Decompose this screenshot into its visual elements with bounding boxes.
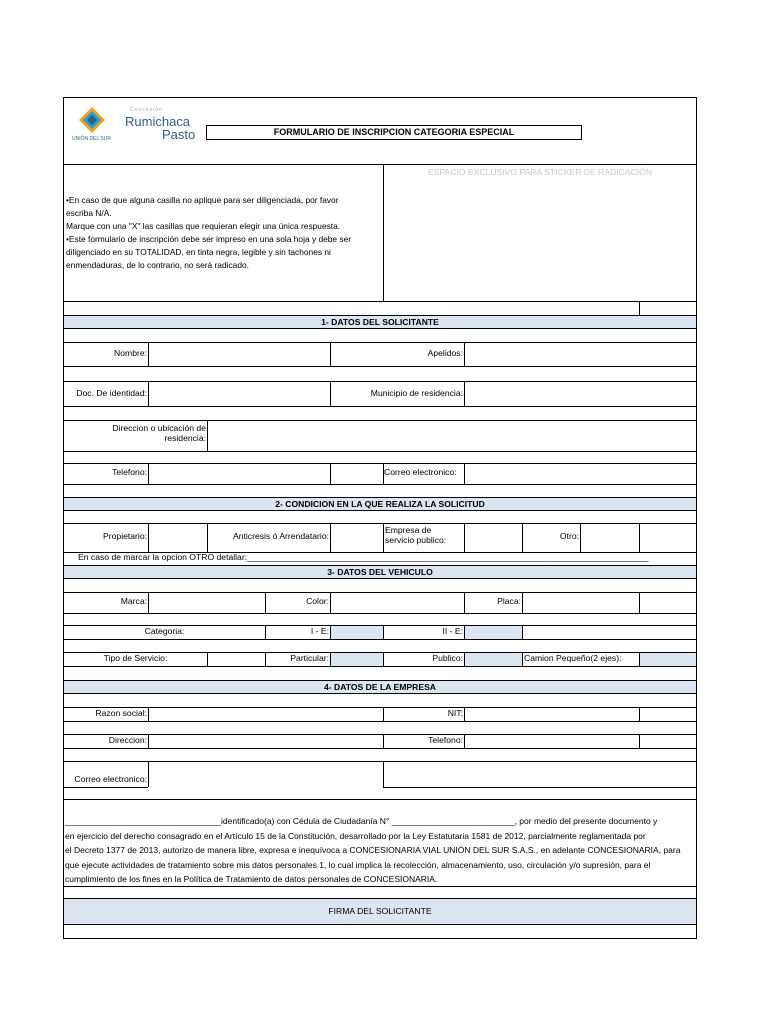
municipio-label: Municipio de residencia: (370, 388, 463, 398)
section-4-header: 4- DATOS DE LA EMPRESA (64, 680, 696, 694)
doc-identidad-label: Doc. De identidad: (76, 388, 147, 398)
divider (639, 301, 640, 315)
otro-detalle-text: En caso de marcar la opcion OTRO detallar:____________________________________________________________________________________ (78, 552, 649, 562)
direccion-label-line: residencia: (164, 432, 206, 443)
grid-line (383, 523, 384, 552)
particular-label: Particular: (290, 653, 329, 663)
color-field[interactable] (331, 593, 463, 612)
logo-small-text: Concesión (130, 107, 163, 113)
anticresis-checkbox[interactable] (331, 524, 382, 551)
consent-line: cumplimiento de los fines en la Política de Tratamiento de datos personales de CONCESIONARIA. (65, 874, 438, 885)
grid-line (330, 463, 331, 484)
correo-field[interactable] (465, 464, 696, 483)
logo-title-1: Rumichaca (125, 114, 191, 129)
instruction-line: •En caso de que alguna casilla no aplique para ser diligenciada, por favor (66, 195, 339, 205)
grid-line (64, 666, 696, 667)
empresa-checkbox[interactable] (465, 524, 521, 551)
consent-line: que ejecute actividades de tratamiento sobre mis datos personales 1, lo cual implica la recolección, almacenamiento, uso, circulación y/o supresión, para el (65, 859, 651, 870)
anticresis-label: Anticresis ó Arrendatario: (232, 531, 329, 541)
form-sheet (63, 97, 697, 939)
instruction-line: •Este formulario de inscripción debe ser impreso en una sola hoja y debe ser (66, 234, 352, 244)
section-3-header: 3- DATOS DEL VEHICULO (64, 565, 696, 579)
consent-line: el Decreto 1377 de 2013, autorizo de manera libre, expresa e inequívoca a CONCESIONARIA VIAL UNIÓN DEL SUR S.A.S., en adelante CONCESIONARIA, para (65, 845, 681, 856)
empresa-correo-label: Correo electronico: (74, 774, 147, 784)
form-title: FORMULARIO DE INSCRIPCION CATEGORIA ESPECIAL (206, 125, 582, 140)
apellidos-label: Apelidos: (427, 348, 463, 358)
logo-subtitle: UNIÓN DEL SUR (72, 136, 111, 142)
ie1-label: I - E: (310, 626, 329, 636)
empresa-telefono-field[interactable] (465, 735, 638, 747)
doc-identidad-field[interactable] (149, 382, 329, 405)
publico-checkbox[interactable] (465, 653, 522, 666)
direccion-label (64, 424, 206, 444)
consent-line: en ejercicio del derecho consagrado en el Artículo 15 de la Constitución, desarrollado por la Ley Estatutaria 1581 de 2012, parcialmente reglamentada por (65, 830, 646, 841)
grid-line (64, 451, 696, 452)
instruction-line: Marque con una "X" las casillas que requieran elegir una única respuesta. (66, 221, 341, 231)
empresa-telefono-label: Telefono: (428, 735, 463, 745)
razon-social-label: Razon social: (95, 708, 147, 718)
grid-line (64, 484, 696, 485)
instruction-line: escriba N/A. (66, 208, 112, 218)
consent-line: _________________________________identificado(a) con Cédula de Ciudadanía N° __________________________, por medio del presente documento y (65, 816, 658, 826)
grid-line (639, 592, 640, 613)
section-1-header: 1- DATOS DEL SOLICITANTE (64, 315, 696, 329)
grid-line (639, 523, 640, 552)
empresa-label-line: Empresa de (385, 525, 432, 535)
tipo-servicio-label: Tipo de Servicio: (103, 653, 168, 663)
nombre-field[interactable] (149, 343, 329, 365)
signature-box[interactable]: FIRMA DEL SOLICITANTE (64, 898, 696, 925)
empresa-label-line: servicio publico: (385, 534, 447, 545)
empresa-servicio-label (385, 526, 446, 546)
camion-checkbox[interactable] (640, 653, 696, 666)
ie1-field[interactable] (331, 626, 383, 639)
telefono-field[interactable] (149, 464, 329, 483)
placa-field[interactable] (523, 593, 638, 612)
grid-line (64, 366, 696, 367)
telefono-label: Telefono: (112, 467, 147, 477)
empresa-direccion-label: Direccion: (108, 735, 147, 745)
section-2-header: 2- CONDICION EN LA QUE REALIZA LA SOLICITUD (64, 497, 696, 511)
color-label: Color: (306, 596, 329, 606)
propietario-checkbox[interactable] (149, 524, 206, 551)
municipio-field[interactable] (465, 382, 696, 405)
nombre-label: Nombre: (114, 348, 147, 358)
otro-checkbox[interactable] (581, 524, 638, 551)
logo-title-2: Pasto (162, 127, 196, 142)
grid-line (64, 787, 148, 788)
sticker-space-label: ESPACIO EXCLUSIVO PARA STICKER DE RADICACIÓN (427, 167, 653, 177)
otro-label: Otro: (559, 531, 579, 541)
razon-social-field[interactable] (149, 708, 382, 720)
publico-label: Publico: (432, 653, 463, 663)
grid-line (64, 799, 696, 800)
marca-field[interactable] (149, 593, 264, 612)
ie2-field[interactable] (465, 626, 522, 639)
logo-icon (78, 106, 106, 134)
grid-line (383, 787, 696, 788)
propietario-label: Propietario: (103, 531, 147, 541)
divider (64, 301, 696, 302)
grid-line (64, 748, 696, 749)
marca-label: Marca: (120, 596, 147, 606)
camion-label: Camion Pequeño(2 ejes): (524, 653, 622, 663)
divider (383, 164, 384, 301)
consent-text (65, 814, 680, 887)
grid-line (639, 707, 640, 721)
nit-label: NIT: (447, 708, 463, 718)
grid-line (64, 639, 696, 640)
grid-line (64, 721, 696, 722)
correo-label: Correo electronico: (384, 467, 457, 477)
divider (64, 164, 696, 165)
grid-line (64, 406, 696, 407)
apellidos-field[interactable] (465, 343, 696, 365)
instructions (66, 194, 351, 272)
empresa-correo-field[interactable] (149, 762, 382, 786)
grid-line (522, 652, 523, 666)
grid-line (522, 625, 523, 639)
placa-label: Placa: (497, 596, 521, 606)
direccion-field[interactable] (208, 421, 696, 450)
grid-line (64, 613, 696, 614)
empresa-direccion-field[interactable] (149, 735, 382, 747)
categoria-label: Categoria: (144, 626, 185, 636)
grid-line (383, 761, 384, 787)
instruction-line: enmendaduras, de lo contrario, no será radicado. (66, 260, 249, 270)
instruction-line: diligenciado en su TOTALIDAD, en tinta negra, legible y sin tachones ni (66, 247, 331, 257)
particular-checkbox[interactable] (331, 653, 383, 666)
logo (70, 104, 204, 144)
direccion-label-line: Direccion o ubicación de (112, 423, 206, 433)
grid-line (639, 734, 640, 748)
ie2-label: II - E: (442, 626, 463, 636)
grid-line (64, 886, 696, 887)
nit-field[interactable] (465, 708, 638, 720)
